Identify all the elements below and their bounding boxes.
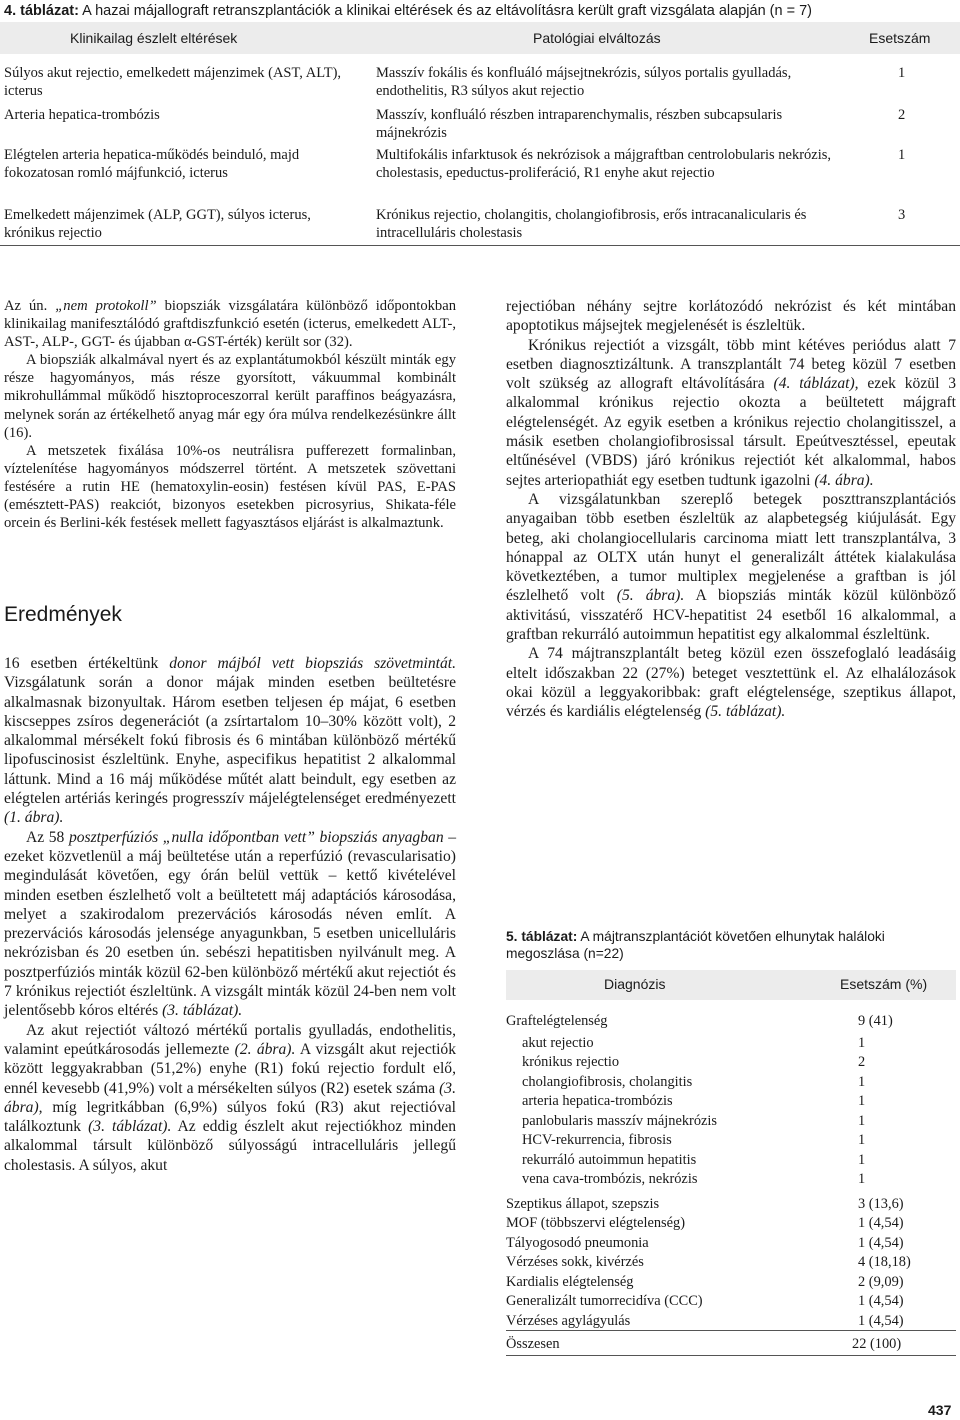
table5-subrow	[506, 1131, 956, 1149]
table5-cell-diagnosis: Vérzéses agylágyulás	[506, 1313, 631, 1329]
table5-cell-diagnosis: Graftelégtelenség	[506, 1013, 608, 1029]
table5-cell-count: 3 (13,6)	[858, 1196, 904, 1212]
table5-cell-diagnosis: Tályogosodó pneumonia	[506, 1235, 649, 1251]
left-column-results	[4, 654, 456, 1175]
paragraph	[4, 654, 456, 828]
table5-subrow	[506, 1170, 956, 1188]
table5-cell-count: 1 (4,54)	[858, 1313, 904, 1329]
table5-cell-count: 1 (4,54)	[858, 1215, 904, 1231]
table-reference: (4. táblázat),	[773, 375, 859, 393]
table5-row	[506, 1292, 956, 1310]
table5-cell-diagnosis: cholangiofibrosis, cholangitis	[522, 1074, 693, 1090]
table5-cell-diagnosis: Szeptikus állapot, szepszis	[506, 1196, 660, 1212]
table5-caption-text: A májtranszplantációt követően elhunytak haláloki megoszlása (n=22)	[506, 929, 885, 961]
table5-total-row	[506, 1335, 956, 1353]
emphasis-text: posztperfúziós „nulla időpontban vett” biopsziás anyagban	[68, 828, 444, 846]
table5-cell-count: 1	[858, 1171, 866, 1187]
text-run: Vizsgálatunk során a donor májak minden esetben beültetésre alkalmasnak bizonyultak. Három esetben teljesen ép májat, 6 esetben kiscseppes zsíros degenerációt (a zsírtartalom 10–30% között volt), 2 alkalommal mérsékelt fokú fibrosis és 6 mintában különböző mértékű lipofuscinosist észleltünk. Enyhe, aspecifikus hepatitist 2 alkalommal láttunk. Mind a 16 máj működése műtét alatt beindult, egy esetben az elégtelen artériás keringés progresszív májelégtelenséget eredményezett	[4, 674, 456, 808]
paragraph: A metszetek fixálása 10%-os neutrálisra pufferezett formalinban, víztelenítése hagyományos módszerrel történt. A metszetek szövettani festésére a rutin HE (hematoxylin-eosin) festésen kívül PAS, E-PAS (emésztett-PAS) reakciót, bizonyos esetekben picrosyrius, Shikata-féle orcein és Berlini-kék festések mellett fagyasztásos eljárást is alkalmaztunk.	[4, 442, 456, 532]
text-run: míg legritkábban (6,9%) súlyos fokú (R3) akut rejectióval találkoztunk	[4, 1098, 456, 1136]
table5-caption-label: 5. táblázat:	[506, 929, 578, 944]
text-run: Az ún.	[4, 298, 56, 314]
table5-cell-count: 1	[858, 1152, 866, 1168]
table5-cell-count: 1	[858, 1035, 866, 1051]
table5-row	[506, 1273, 956, 1291]
table-reference: (3. táblázat).	[88, 1118, 172, 1136]
table5-cell-diagnosis: rekurráló autoimmun hepatitis	[522, 1152, 697, 1168]
table5-cell-diagnosis: panlobularis masszív májnekrózis	[522, 1113, 718, 1129]
table5-row	[506, 1312, 956, 1330]
table5-cell-diagnosis: akut rejectio	[522, 1035, 594, 1051]
text-run: biopsziák vizsgálatára különböző időpontokban klinikailag manifesztálódó graftdiszfunkció esetén (icterus, emelkedett ALT-, AST-, ALP-, GGT- és újabban α-GST-érték) került sor (32).	[4, 298, 456, 351]
table5-cell-count: 2	[858, 1054, 866, 1070]
table5-row	[506, 1253, 956, 1271]
table4-cell-pathology: Masszív fokális és konfluáló májsejtnekrózis, súlyos portalis gyulladás, endothelitis, R3 súlyos akut rejectio	[376, 65, 792, 99]
paragraph	[506, 490, 956, 644]
paragraph	[4, 297, 456, 351]
text-run: A biopsziás minták közül különböző aktivitású, visszatérő HCV-hepatitist 24 esetből 16 alkalommal, a graftban rekurráló autoimmun hepatitist egy alkalommal észleltünk.	[506, 587, 956, 644]
table5-cell-count: 9 (41)	[858, 1013, 893, 1029]
table5-total-label: Összesen	[506, 1336, 560, 1352]
table4-cell-count: 2	[898, 107, 906, 123]
table-reference: (3. táblázat).	[162, 1002, 243, 1020]
table5-total-value: 22 (100)	[852, 1336, 902, 1352]
table-reference: (5. táblázat).	[705, 703, 786, 721]
section-heading-results: Eredmények	[4, 603, 122, 626]
table4-cell-clinical: Emelkedett májenzimek (ALP, GGT), súlyos icterus, krónikus rejectio	[4, 207, 311, 241]
table5-cell-diagnosis: MOF (többszervi elégtelenség)	[506, 1215, 686, 1231]
table4-cell-clinical: Elégtelen arteria hepatica-működés beinduló, majd fokozatosan romló májfunkció, icterus	[4, 147, 300, 181]
figure-reference: (3. ábra),	[4, 1079, 456, 1116]
table5-caption	[506, 928, 956, 962]
table5-subrow	[506, 1073, 956, 1091]
paragraph	[4, 1021, 456, 1175]
table5-subrow	[506, 1151, 956, 1169]
table5-subrow	[506, 1092, 956, 1110]
table5-row	[506, 1234, 956, 1252]
page-number: 437	[928, 1402, 952, 1418]
emphasis-text: „nem protokoll”	[55, 298, 157, 314]
table5-cell-count: 1	[858, 1132, 866, 1148]
paragraph	[4, 828, 456, 1021]
table4-cell-count: 3	[898, 207, 906, 223]
table4-caption-label: 4. táblázat:	[4, 3, 79, 19]
figure-reference: (4. ábra).	[814, 471, 874, 489]
table4-cell-clinical: Arteria hepatica-trombózis	[4, 107, 160, 123]
table5-cell-diagnosis: Vérzéses sokk, kivérzés	[506, 1254, 644, 1270]
text-run: – ezeket közvetlenül a máj beültetése után a reperfúzió (revascularisatio) megindulását követően, egy órán belül vettük – kettő kivételével minden esetben észlelhető volt a beültetett máj adaptációs károsodása, melyet a szakirodalom prezervációs károsodás néven említ. A prezervációs károsodás jelensége anyagunkban, 5 esetben unicelluláris nekrózisban és 20 esetben ún. sebészi hepatitisben nyilvánult meg. A posztperfúziós minták közül 62-ben különböző mértékű akut rejectiót és 7 krónikus rejectiót észleltünk. A vizsgált minták közül 24-ben nem volt jelentősebb kóros eltérés	[4, 828, 457, 1020]
left-column-methods	[4, 297, 456, 532]
table4-header-count: Esetszám	[869, 30, 931, 46]
table4-bottom-rule	[0, 245, 960, 246]
text-run: A vizsgált akut rejectiók között leggyakrabban (51,2%) enyhe (R1) fokú rejectio fordult elő, ennél kevesebb (41,9%) volt a mérsékelten súlyos (R2) esetek száma	[4, 1040, 457, 1097]
table5-cell-diagnosis: krónikus rejectio	[522, 1054, 620, 1070]
paragraph	[506, 336, 956, 490]
text-run: Az 58	[26, 828, 69, 846]
text-run: A 74 májtranszplantált beteg közül ezen összefoglaló leadásáig eltelt időszakban 22 (27%) beteget vesztettünk el. Az elhalálozások okai közül a leggyakoribbak: graft elégtelensége, szeptikus állapot, vérzés és kardiális elégtelenség	[506, 645, 956, 721]
text-run: A vizsgálatunkban szereplő betegek poszttranszplantációs anyagaiban több esetben észleltük az alapbetegség kiújulását. Egy beteg, aki cholangiocellularis carcinoma miatt lett transzplantálva, 3 hónappal az OLTX után hunyt el generalizált áttétek kialakulása következtében, a tumor multiplex megjelenése a graftban is jól észlelhető volt	[506, 490, 956, 605]
paragraph: A biopsziák alkalmával nyert és az explantátumokból készült minták egy része hagyományos, más része gyorsított, vákuummal kombinált mikrohullámmal működő hisztoproceszorral került paraffinos beágyazásra, melynek során az értékelhető anyag már egy óra múlva rendelkezésünkre állt (16).	[4, 352, 456, 441]
figure-reference: (5. ábra).	[616, 587, 685, 605]
table5-row	[506, 1012, 956, 1030]
table4-cell-pathology: Masszív, konfluáló részben intraparenchymalis, részben subcapsularis májnekrózis	[376, 107, 783, 141]
table4-header-clinical: Klinikailag észlelt eltérések	[70, 30, 238, 46]
paragraph	[506, 644, 956, 721]
text-run: Az eddig észlelt akut rejectiókhoz minden alkalommal társult különböző súlyosságú intracelluláris jellegű cholestasis. A súlyos, akut	[4, 1118, 456, 1174]
table4-cell-count: 1	[898, 65, 906, 81]
emphasis-text: donor májból vett biopsziás szövetmintát.	[169, 655, 456, 672]
table4-caption	[4, 2, 956, 20]
table5-cell-diagnosis: arteria hepatica-trombózis	[522, 1093, 673, 1109]
table5-subrow	[506, 1034, 956, 1052]
table5-subrow	[506, 1053, 956, 1071]
text-run: ezek közül 3 alkalommal krónikus rejectio okozta a beültetett májgraft elégtelenségét. Az egyik esetben a krónikus rejectio cholangitisszel, a másik esetben cholangiofibrosissal társult. Epeútvesztéssel, epeutak eltűnésével (VBDS) járó krónikus rejectiót két alkalommal, habos sejtes arteriopathiát egy esetben tudtunk igazolni	[506, 375, 957, 489]
table5-cell-count: 1	[858, 1113, 866, 1129]
table5-cell-count: 1 (4,54)	[858, 1293, 904, 1309]
table4-cell-clinical: Súlyos akut rejectio, emelkedett májenzimek (AST, ALT), icterus	[4, 65, 342, 99]
table4-header	[0, 22, 960, 54]
table4-header-pathology: Patológiai elváltozás	[533, 30, 661, 46]
right-column	[506, 297, 956, 722]
table5-cell-count: 1	[858, 1093, 866, 1109]
table5-cell-diagnosis: HCV-rekurrencia, fibrosis	[522, 1132, 672, 1148]
table5-cell-diagnosis: Kardialis elégtelenség	[506, 1274, 634, 1290]
table5-cell-count: 1	[858, 1074, 866, 1090]
table5-cell-count: 2 (9,09)	[858, 1274, 904, 1290]
table4-caption-text: A hazai májallograft retranszplantációk a klinikai eltérések és az eltávolításra került graft vizsgálata alapján (n = 7)	[78, 3, 812, 19]
table4-cell-count: 1	[898, 147, 906, 163]
figure-reference: (1. ábra).	[4, 809, 64, 827]
text-run: Krónikus rejectiót a vizsgált, több mint kétéves periódus alatt 7 esetben diagnosztizáltunk. A transzplantált 74 beteg közül 7 esetben volt szükség az allograft eltávolítására	[506, 336, 956, 393]
table5-total-rule	[506, 1330, 956, 1331]
table5-cell-count: 4 (18,18)	[858, 1254, 911, 1270]
table5-cell-diagnosis: vena cava-trombózis, nekrózis	[522, 1171, 698, 1187]
table5-row	[506, 1195, 956, 1213]
table5-cell-count: 1 (4,54)	[858, 1235, 904, 1251]
text-run: 16 esetben értékeltünk	[4, 655, 170, 672]
table5-cell-diagnosis: Generalizált tumorrecidíva (CCC)	[506, 1293, 703, 1309]
figure-reference: (2. ábra).	[234, 1040, 296, 1058]
table5-subrow	[506, 1112, 956, 1130]
table4-cell-pathology: Multifokális infarktusok és nekrózisok a májgraftban centrolobularis nekrózis, cholestasis, epeductus-proliferáció, R1 enyhe akut rejectio	[376, 147, 832, 181]
paragraph: rejectióban néhány sejtre korlátozódó nekrózist és két mintában apoptotikus májsejtek megjelenését is észleltük.	[506, 298, 956, 335]
table5-header-count: Esetszám (%)	[840, 976, 928, 992]
text-run: Az akut rejectiót változó mértékű portalis gyulladás, endothelitis, valamint epeútkárosodás jellemezte	[4, 1021, 456, 1058]
table5-bottom-rule	[506, 1355, 956, 1356]
table5-row	[506, 1214, 956, 1232]
table4-cell-pathology: Krónikus rejectio, cholangitis, cholangiofibrosis, erős intracanalicularis és intracelluláris cholestasis	[376, 207, 807, 241]
table5-header-diagnosis: Diagnózis	[604, 976, 666, 992]
